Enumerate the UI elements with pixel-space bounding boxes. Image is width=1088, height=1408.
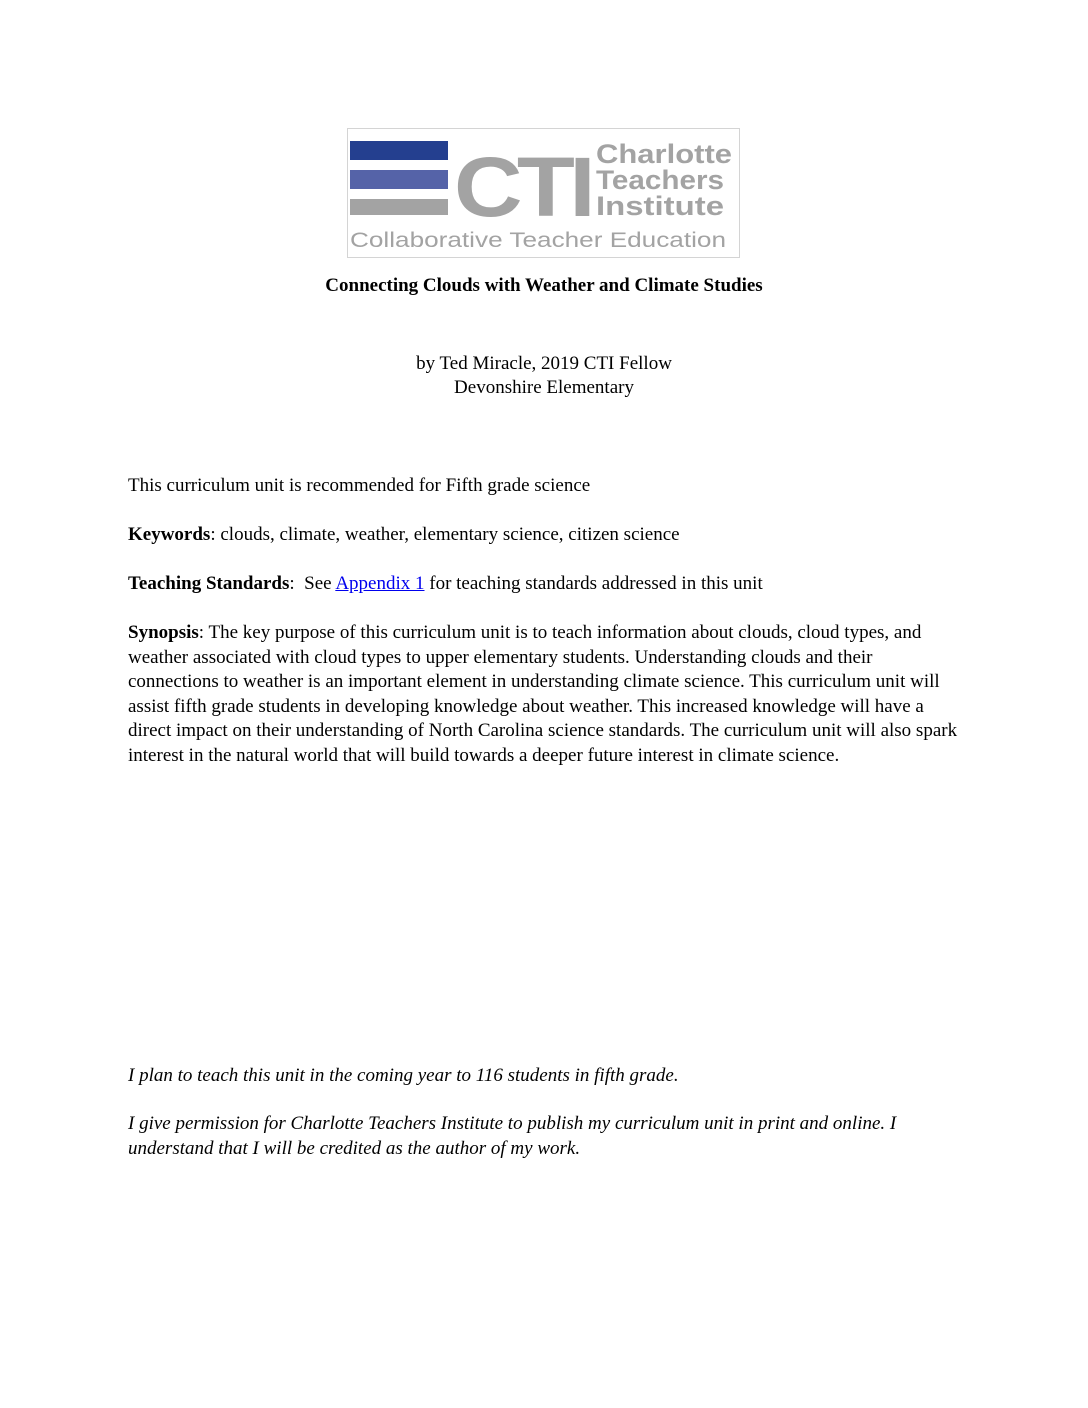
logo-name-line3: Institute: [596, 191, 724, 221]
cti-logo: [347, 128, 740, 258]
school-name: Devonshire Elementary: [454, 377, 634, 398]
author-line: by Ted Miracle, 2019 CTI Fellow: [416, 353, 672, 374]
logo-mark: CTI: [454, 140, 590, 234]
plan-statement: I plan to teach this unit in the coming year to 116 students in fifth grade.: [128, 1065, 679, 1086]
keywords-label: Keywords: [128, 524, 211, 545]
synopsis-text: : The key purpose of this curriculum unit is to teach information about clouds, cloud types, and weather associated with cloud types to upper elementary students. Understanding clouds and their connections to weather is an important element in understanding climate science. This curriculum unit will assist fifth grade students in developing knowledge about weather. This increased knowledge will have a direct impact on their understanding of North Carolina science standards. The curriculum unit will also spark interest in the natural world that will build towards a deeper future interest in climate science.: [128, 622, 958, 766]
logo-stripe-gray: [350, 199, 448, 215]
unit-title: Connecting Clouds with Weather and Climate Studies: [325, 275, 763, 296]
standards-suffix: for teaching standards addressed in this unit: [424, 573, 763, 594]
permission-statement: I give permission for Charlotte Teachers Institute to publish my curriculum unit in print and online. I understand that I will be credited as the author of my work.: [128, 1113, 897, 1159]
recommendation: This curriculum unit is recommended for Fifth grade science: [128, 475, 591, 496]
keywords-paragraph: [128, 523, 958, 548]
logo-stripe-blue: [350, 170, 448, 189]
appendix-1-link[interactable]: Appendix 1: [335, 573, 425, 594]
synopsis-label: Synopsis: [128, 622, 199, 643]
synopsis-paragraph: [128, 621, 958, 768]
logo-name-line2: Teachers: [596, 165, 724, 195]
keywords-text: : clouds, climate, weather, elementary science, citizen science: [210, 524, 680, 545]
logo-stripe-navy: [350, 141, 448, 160]
standards-label: Teaching Standards: [128, 573, 290, 594]
byline: [0, 352, 1088, 400]
logo-tagline: Collaborative Teacher Education: [350, 229, 726, 252]
standards-prefix: : See: [289, 573, 336, 594]
standards-paragraph: [128, 572, 958, 597]
logo-name-line1: Charlotte: [596, 139, 732, 169]
